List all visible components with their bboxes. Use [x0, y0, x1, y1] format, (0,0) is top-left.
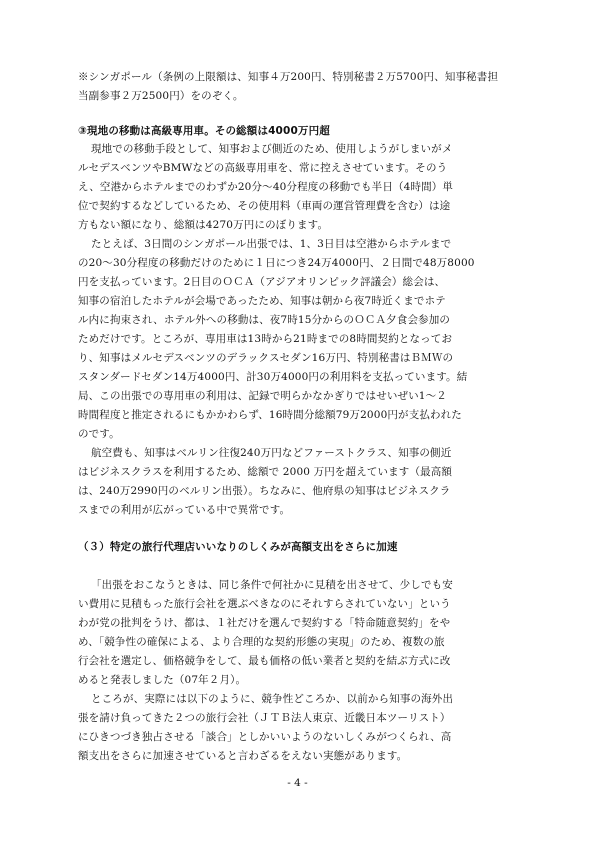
- paragraph-line: めると発表しました（07年２月）。: [78, 674, 247, 686]
- paragraph-line: スまでの利用が広がっている中で異常です。: [78, 504, 291, 516]
- paragraph-line: 現地での移動手段として、知事および側近のため、使用しようがしまいがメ: [91, 143, 453, 155]
- page-number: - 4 -: [287, 777, 308, 789]
- paragraph-line: 額支出をさらに加速させていると言わざるをえない実態があります。: [78, 750, 408, 762]
- paragraph-line: ル内に拘束され、ホテル外への移動は、夜7時15分からのＯＣＡ夕食会参加の: [78, 314, 451, 326]
- paragraph-line: 位で契約するなどしているため、その使用料（車両の運営管理費を含む）は途: [78, 200, 451, 212]
- paragraph-line: え、空港からホテルまでのわずか20分～40分程度の移動でも半日（4時間）単: [78, 181, 454, 193]
- paragraph-line: 航空費も、知事はベルリン往復240万円などファーストクラス、知事の側近: [91, 447, 452, 459]
- paragraph-line: 張を請け負ってきた２つの旅行会社（ＪＴＢ法人東京、近畿日本ツーリスト）: [78, 712, 451, 724]
- paragraph-line: スタンダードセダン14万4000円、計30万4000円の利用料を支払っています。結: [78, 371, 468, 383]
- paragraph-line: ところが、実際には以下のように、競争性どころか、以前から知事の海外出: [91, 693, 454, 705]
- paragraph-line: はビジネスクラスを利用するため、総額で 2000 万円を超えています（最高額: [78, 466, 453, 478]
- paragraph-line: 「出張をおこなうときは、同じ条件で何社かに見積を出させて、少しでも安: [91, 579, 453, 591]
- paragraph-line: の20～30分程度の移動だけのために１日につき24万4000円、２日間で48万8000: [78, 257, 475, 269]
- subsection-heading: （３）特定の旅行代理店いいなりのしくみが高額支出をさらに加速: [78, 541, 398, 553]
- paragraph-line: わが党の批判をうけ、都は、１社だけを選んで契約する「特命随意契約」をや: [78, 617, 451, 629]
- paragraph-line: 方もない額になり、総額は4270万円にのぼります。: [78, 219, 329, 231]
- paragraph-line: のです。: [78, 428, 120, 440]
- paragraph-line: 局、この出張での専用車の利用は、記録で明らかなかぎりではせいぜい1～２: [78, 390, 447, 402]
- paragraph-line: 時間程度と推定されるにもかかわらず、16時間分総額79万2000円が支払われた: [78, 409, 462, 421]
- paragraph-line: 円を支払っています。2日目のＯＣＡ（アジアオリンピック評議会）総会は、: [78, 276, 446, 288]
- paragraph-line: め、「競争性の確保による、より合理的な契約形態の実現」のため、複数の旅: [78, 636, 445, 648]
- paragraph-line: ためだけです。ところが、専用車は13時から21時までの8時間契約となってお: [78, 333, 453, 345]
- paragraph-line: は、240万2990円のベルリン出張）。ちなみに、他府県の知事はビジネスクラ: [78, 485, 451, 497]
- note-line-1: ※シンガポール（条例の上限額は、知事４万200円、特別秘書２万5700円、知事秘書担: [78, 71, 499, 83]
- paragraph-line: り、知事はメルセデスベンツのデラックスセダン16万円、特別秘書はＢＭＷの: [78, 352, 454, 364]
- paragraph-line: い費用に見積もった旅行会社を選ぶべきなのにそれすらされていない」という: [78, 598, 451, 610]
- paragraph-line: 行会社を選定し、価格競争をして、最も価格の低い業者と契約を結ぶ方式に改: [78, 655, 451, 667]
- paragraph-line: にひきつづき独占させる「談合」としかいいようのないしくみがつくられ、高: [78, 731, 452, 743]
- section-heading: ③現地の移動は高級専用車。その総額は4000万円超: [78, 125, 330, 137]
- paragraph-line: たとえば、3日間のシンガポール出張では、1、3日目は空港からホテルまで: [91, 238, 452, 250]
- note-line-2: 当副参事２万2500円）をのぞく。: [78, 90, 244, 102]
- paragraph-line: ルセデスベンツやBMWなどの高級専用車を、常に控えさせています。そのう: [78, 162, 448, 174]
- paragraph-line: 知事の宿泊したホテルが会場であったため、知事は朝から夜7時近くまでホテ: [78, 295, 446, 307]
